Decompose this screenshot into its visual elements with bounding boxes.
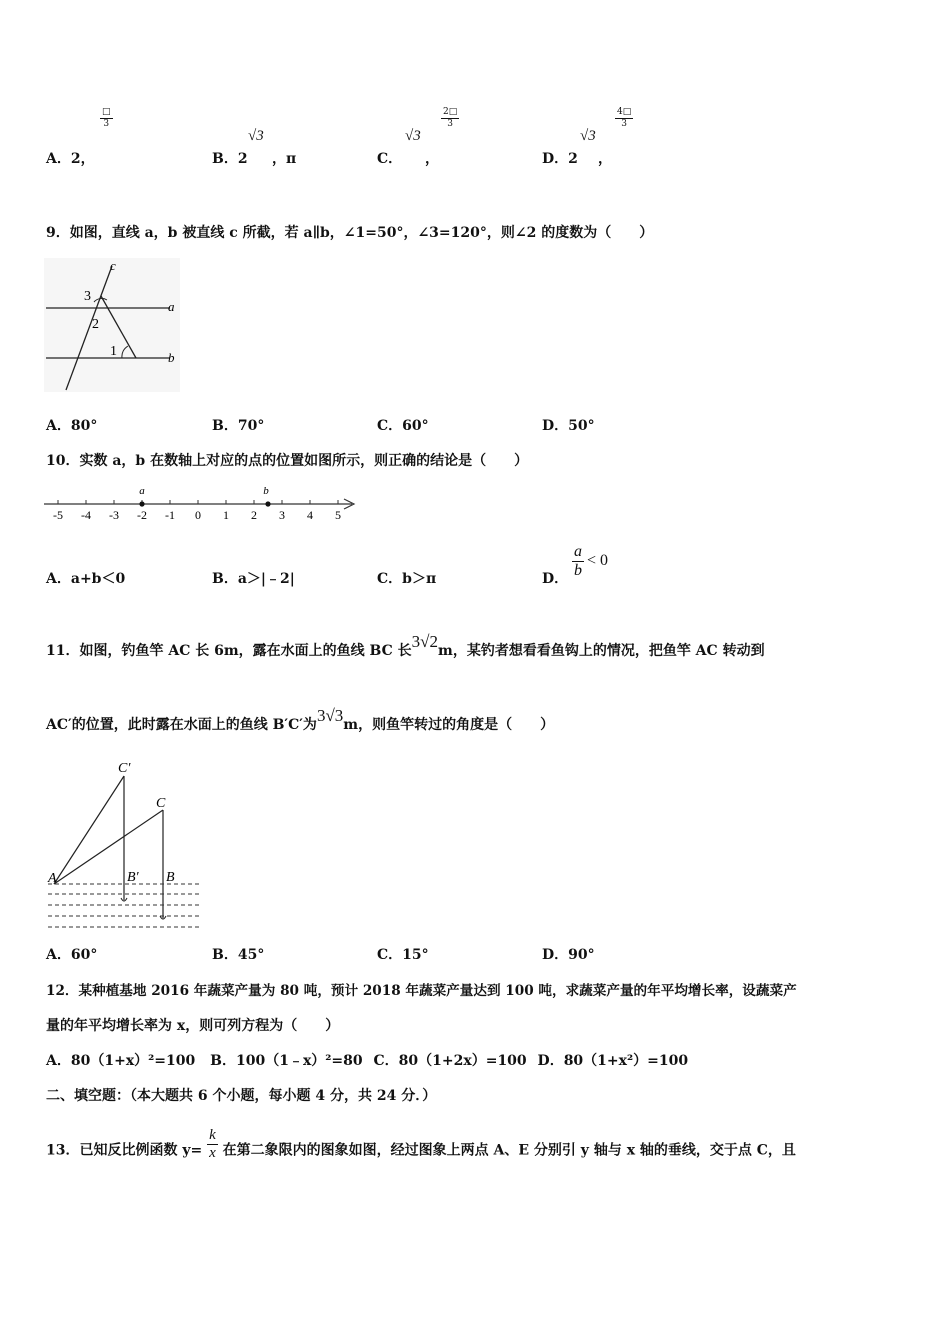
section-2-heading: 二、填空题：（本大题共 6 个小题，每小题 4 分，共 24 分．）: [46, 1088, 437, 1104]
q8-option-c-fraction: $\frac{2□}{3}$: [443, 107, 458, 129]
q10-option-d-fraction: $\frac{a}{b}$ < 0: [574, 543, 609, 579]
q10-stem: 10．实数 a，b 在数轴上对应的点的位置如图所示，则正确的结论是（ ）: [46, 453, 529, 469]
q11-option-c: C．15°: [377, 947, 429, 963]
q9-stem: 9．如图，直线 a，b 被直线 c 所截，若 a∥b，∠1=50°，∠3=120°，则∠2 的度数为（ ）: [46, 225, 654, 241]
q8-option-a-fraction: $\frac{□}{3}$: [102, 107, 111, 129]
axis-tick-label: -5: [53, 508, 63, 522]
q9-option-b: B．70°: [212, 418, 265, 434]
q11-bpcp-length: 3√3: [316, 706, 344, 725]
label-B: B: [166, 870, 175, 885]
q12-line2: 量的年平均增长率为 x，则可列方程为（ ）: [46, 1018, 340, 1034]
q11-bc-length: 3√2: [411, 632, 438, 651]
q11-line1: 11．如图，钓鱼竿 AC 长 6m，露在水面上的鱼线 BC 长3√2m，某钓者想看看鱼钩上的情况，把鱼竿 AC 转动到: [46, 632, 765, 659]
q12-option-b: B．100（1﹣x）²=80: [210, 1053, 363, 1069]
axis-tick-label: 2: [251, 508, 257, 522]
label-A: A: [48, 871, 57, 886]
q11-line2: AC′的位置，此时露在水面上的鱼线 B′C′为3√3m，则鱼竿转过的角度是（ ）: [46, 706, 555, 733]
q11-option-d: D．90°: [542, 947, 595, 963]
label-1: 1: [110, 344, 117, 359]
q13-fraction: $\frac{k}{x}$: [209, 1127, 216, 1161]
q10-option-b: B．a＞|﹣2|: [212, 571, 295, 587]
q8-option-a: A．2，: [46, 151, 95, 167]
q10-option-c: C．b＞π: [377, 571, 437, 587]
label-3: 3: [84, 289, 91, 304]
q9-option-a: A．80°: [46, 418, 98, 434]
q8-option-c-comma: ，: [425, 151, 439, 167]
q8-option-d: D．2: [542, 151, 578, 167]
q11-option-a: A．60°: [46, 947, 98, 963]
q12-option-d: D．80（1+x²）=100: [537, 1053, 689, 1069]
q11-figure: [44, 758, 206, 934]
point-a-label: a: [139, 485, 145, 497]
q10-option-d: D．: [542, 571, 569, 587]
q8-option-b: B．2: [212, 151, 248, 167]
axis-tick-label: -1: [165, 508, 175, 522]
label-2: 2: [92, 317, 99, 332]
axis-tick-label: 0: [195, 508, 201, 522]
q8-option-c: C．: [377, 151, 403, 167]
q12-option-c: C．80（1+2x）=100: [373, 1053, 527, 1069]
q8-option-b-sqrt: √3: [248, 128, 264, 144]
axis-tick-label: 4: [307, 508, 313, 522]
rod-ac-prime: [54, 776, 124, 884]
q8-option-b-tail: ，π: [272, 151, 297, 167]
label-C: C: [156, 796, 166, 811]
q12-line1: 12．某种植基地 2016 年蔬菜产量为 80 吨，预计 2018 年蔬菜产量达到 100 吨，求蔬菜产量的年平均增长率，设蔬菜产: [46, 983, 797, 999]
label-c: c: [110, 258, 116, 273]
q9-option-c: C．60°: [377, 418, 429, 434]
axis-tick-label: -4: [81, 508, 91, 522]
axis-tick-label: 5: [335, 508, 341, 522]
axis-ticks: [53, 500, 341, 522]
point-b-label: b: [263, 485, 269, 497]
axis-tick-label: 3: [279, 508, 285, 522]
q12-option-a: A．80（1+x）²=100: [46, 1053, 196, 1069]
q12-options: [46, 1050, 688, 1070]
q8-option-d-tail: ，: [598, 151, 612, 167]
q9-figure: [44, 258, 184, 394]
q9-figure-bg: [44, 258, 180, 392]
q8-option-d-sqrt: √3: [580, 128, 596, 144]
q8-option-d-fraction: $\frac{4□}{3}$: [617, 107, 632, 129]
axis-tick-label: -2: [137, 508, 147, 522]
label-b: b: [168, 350, 175, 365]
q9-option-d: D．50°: [542, 418, 595, 434]
q10-option-a: A．a+b＜0: [46, 571, 126, 587]
rod-ac: [54, 810, 163, 884]
label-B-prime: B′: [127, 870, 139, 885]
q13-line1: 13．已知反比例函数 y= $\frac{k}{x}$ 在第二象限内的图象如图，经过图象上两点 A、E 分别引 y 轴与 x 轴的垂线，交于点 C，且: [46, 1127, 796, 1161]
q11-option-b: B．45°: [212, 947, 265, 963]
q10-number-line: [44, 484, 358, 524]
label-a: a: [168, 299, 175, 314]
label-C-prime: C′: [118, 761, 131, 776]
point-a: [139, 501, 144, 506]
q8-option-c-sqrt: √3: [405, 128, 421, 144]
axis-tick-label: 1: [223, 508, 229, 522]
axis-tick-label: -3: [109, 508, 119, 522]
point-b: [265, 501, 270, 506]
